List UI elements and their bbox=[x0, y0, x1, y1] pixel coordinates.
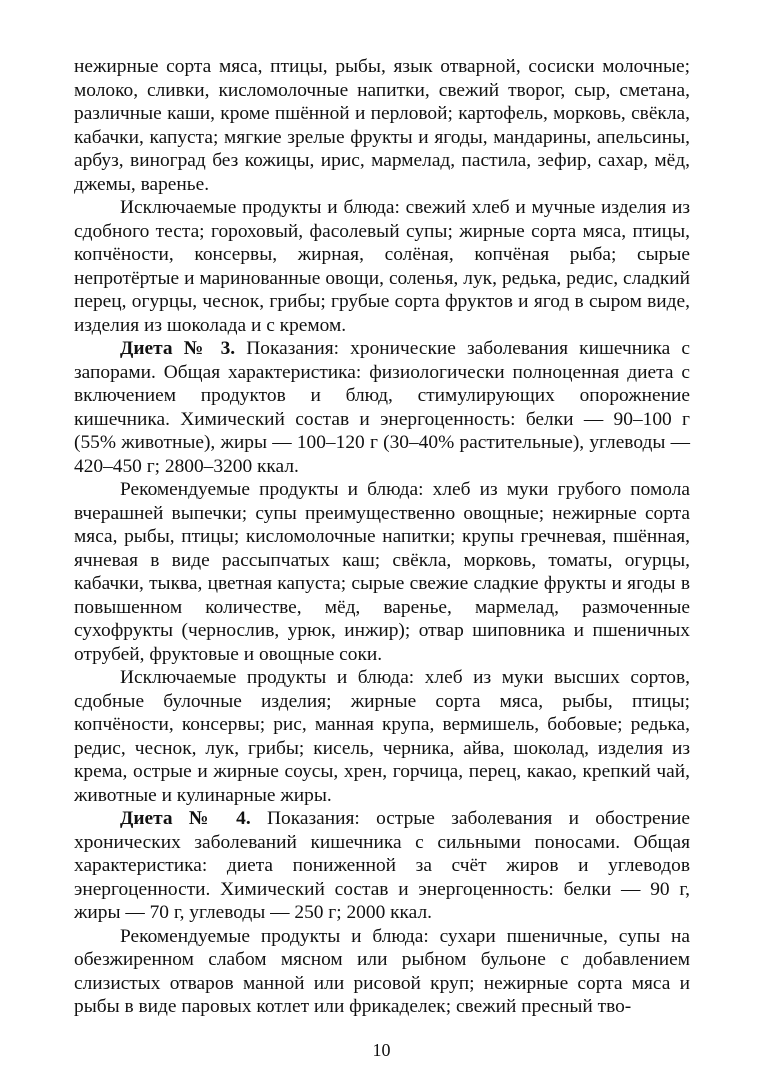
paragraph-text: Показания: хронические заболевания кишечника с запорами. Общая характеристика: физиологически полноценная диета с включением продуктов и блюд, стимулирующих опорожнение кишечника. Химический состав и энергоценность: белки — 90–100 г (55% животные), жиры — 100–120 г (30–40% растительные), углеводы — 420–450 г; 2800–3200 ккал. bbox=[74, 338, 690, 477]
paragraph-diet-3-excluded bbox=[74, 666, 690, 807]
paragraph-text: Рекомендуемые продукты и блюда: хлеб из муки грубого помола вчерашней выпечки; супы преимущественно овощные; нежирные сорта мяса, рыбы, птицы; кисломолочные напитки; крупы гречневая, пшённая, ячневая в виде рассыпчатых каш; свёкла, морковь, томаты, огурцы, кабачки, тыква, цветная капуста; сырые свежие сладкие фрукты и ягоды в повышенном количестве, мёд, варенье, мармелад, размоченные сухофрукты (чернослив, урюк, инжир); отвар шиповника и пшеничных отрубей, фруктовые и овощные соки. bbox=[74, 479, 690, 665]
paragraph-diet-4-recommended bbox=[74, 925, 690, 1019]
paragraph-text: Исключаемые продукты и блюда: свежий хлеб и мучные изделия из сдобного теста; гороховый, фасолевый супы; жирные сорта мяса, птицы, копчёности, консервы, жирная, солёная, копчёная рыба; сырые непротёртые и маринованные овощи, соленья, лук, редька, редис, сладкий перец, огурцы, чеснок, грибы; грубые сорта фруктов и ягод в сыром виде, изделия из шоколада и с кремом. bbox=[74, 197, 690, 336]
diet-3-heading: Диета № 3. bbox=[120, 338, 236, 359]
page-number: 10 bbox=[372, 1040, 391, 1060]
paragraph-text: нежирные сорта мяса, птицы, рыбы, язык отварной, сосиски молочные; молоко, сливки, кисломолочные напитки, свежий творог, сыр, сметана, различные каши, кроме пшённой и перловой; картофель, морковь, свёкла, кабачки, капуста; мягкие зрелые фрукты и ягоды, мандарины, апельсины, арбуз, виноград без кожицы, ирис, мармелад, пастила, зефир, сахар, мёд, джемы, варенье. bbox=[74, 56, 690, 195]
paragraph-diet-4-indications bbox=[74, 807, 690, 925]
paragraph-text: Показания: острые заболевания и обострение хронических заболеваний кишечника с сильными поносами. Общая характеристика: диета пониженной за счёт жиров и углеводов энергоценности. Химический состав и энергоценность: белки — 90 г, жиры — 70 г, углеводы — 250 г; 2000 ккал. bbox=[74, 808, 690, 923]
paragraph-diet-2-allowed-continued bbox=[74, 55, 690, 196]
page-body bbox=[74, 55, 690, 1019]
diet-4-heading: Диета № 4. bbox=[120, 808, 251, 829]
paragraph-diet-3-indications bbox=[74, 337, 690, 478]
paragraph-diet-2-excluded bbox=[74, 196, 690, 337]
paragraph-text: Рекомендуемые продукты и блюда: сухари пшеничные, супы на обезжиренном слабом мясном или рыбном бульоне с добавлением слизистых отваров манной или рисовой круп; нежирные сорта мяса и рыбы в виде паровых котлет или фрикаделек; свежий пресный тво- bbox=[74, 925, 690, 1017]
paragraph-diet-3-recommended bbox=[74, 478, 690, 666]
paragraph-text: Исключаемые продукты и блюда: хлеб из муки высших сортов, сдобные булочные изделия; жирные сорта мяса, рыбы, птицы; копчёности, консервы; рис, манная крупа, вермишель, бобовые; редька, редис, чеснок, лук, грибы; кисель, черника, айва, шоколад, изделия из крема, острые и жирные соусы, хрен, горчица, перец, какао, крепкий чай, животные и кулинарные жиры. bbox=[74, 667, 690, 806]
